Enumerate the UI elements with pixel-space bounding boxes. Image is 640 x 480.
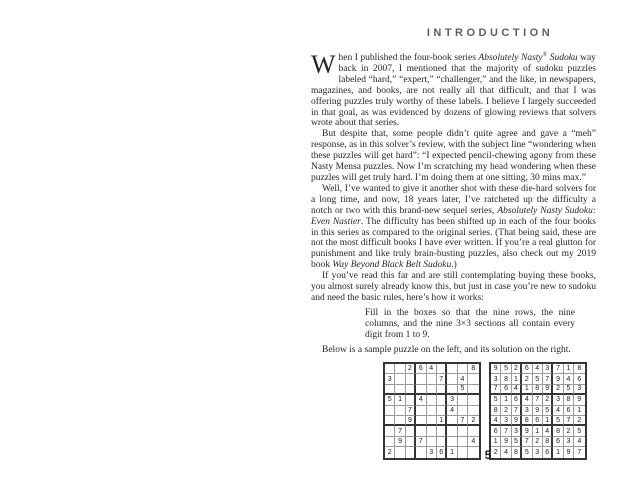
sudoku-cell: 5 bbox=[533, 374, 543, 384]
sudoku-cell: 1 bbox=[447, 447, 457, 457]
sudoku-cell: 1 bbox=[553, 447, 563, 457]
sudoku-cell: 4 bbox=[533, 364, 543, 374]
sudoku-cell bbox=[406, 437, 416, 447]
text-run: way back in 2007, I mentioned that the majority of sudoku puzzles labeled “hard,” “expert,” “challenger,” and the like, in newspapers, magazines, and books, are not really all that difficult, and that I was offering puzzles truly worthy of these labels. I believe I largely succeeded in that goal, as was evidenced by dozens of glowing reviews that solvers wrote about that series. bbox=[311, 53, 597, 129]
sudoku-cell: 2 bbox=[501, 406, 511, 416]
sudoku-cell: 2 bbox=[553, 385, 563, 395]
sudoku-cell: 9 bbox=[395, 437, 405, 447]
sudoku-cell bbox=[447, 364, 457, 374]
sudoku-cell bbox=[395, 406, 405, 416]
sudoku-cell: 6 bbox=[543, 447, 553, 457]
sudoku-cell: 4 bbox=[458, 374, 468, 384]
sudoku-cell: 8 bbox=[533, 385, 543, 395]
sudoku-cell bbox=[458, 437, 468, 447]
sudoku-cell: 5 bbox=[574, 426, 584, 436]
sudoku-cell: 6 bbox=[501, 385, 511, 395]
sudoku-cell: 4 bbox=[553, 406, 563, 416]
text-run: If you’ve read this far and are still contemplating buying these books, you almost surely already know this, but just in case you’re new to sudoku and need the basic rules, here’s how it works: bbox=[311, 271, 596, 303]
text-run: Well, I’ve wanted to give it another shot with these die-hard solvers for a long time, and now, 18 years later, I’ve ratcheted up the difficulty a notch or two with this brand-new sequel series, bbox=[311, 183, 596, 216]
chapter-title: INTRODUCTION bbox=[426, 27, 554, 39]
sudoku-cell: 2 bbox=[406, 364, 416, 374]
sudoku-cell: 4 bbox=[501, 447, 511, 457]
sudoku-cell: 1 bbox=[574, 406, 584, 416]
sudoku-cell: 7 bbox=[553, 364, 563, 374]
sudoku-cell bbox=[385, 364, 395, 374]
sudoku-cell bbox=[447, 385, 457, 395]
sudoku-cell bbox=[458, 426, 468, 436]
sudoku-cell bbox=[406, 447, 416, 457]
sudoku-cell bbox=[395, 364, 405, 374]
sudoku-cell: 2 bbox=[533, 437, 543, 447]
sudoku-cell: 5 bbox=[501, 364, 511, 374]
sudoku-cell: 8 bbox=[553, 426, 563, 436]
sudoku-cell bbox=[385, 406, 395, 416]
text-run: Absolutely Nasty Sudoku: Even Nastier bbox=[311, 205, 597, 227]
sudoku-cell bbox=[406, 374, 416, 384]
sudoku-cell bbox=[416, 374, 426, 384]
sudoku-cell bbox=[468, 385, 478, 395]
sudoku-cell bbox=[437, 385, 447, 395]
sudoku-cell: 3 bbox=[427, 447, 437, 457]
sudoku-cell: 3 bbox=[553, 395, 563, 405]
sudoku-cell: 7 bbox=[437, 374, 447, 384]
sudoku-cell bbox=[406, 385, 416, 395]
sudoku-cell: 9 bbox=[564, 447, 574, 457]
sudoku-cell: 7 bbox=[564, 416, 574, 426]
sudoku-cell bbox=[395, 385, 405, 395]
sudoku-cell: 5 bbox=[543, 406, 553, 416]
sudoku-cell bbox=[395, 416, 405, 426]
sudoku-cell: 7 bbox=[395, 426, 405, 436]
sudoku-cell: 9 bbox=[491, 364, 501, 374]
sudoku-cell bbox=[406, 395, 416, 405]
sudoku-cell bbox=[447, 416, 457, 426]
text-run: Way Beyond Black Belt Sudoku bbox=[332, 260, 452, 271]
sudoku-cell: 3 bbox=[385, 374, 395, 384]
sudoku-cell bbox=[447, 426, 457, 436]
paragraphs-container bbox=[311, 50, 597, 355]
sudoku-cell bbox=[458, 406, 468, 416]
sudoku-cell bbox=[468, 406, 478, 416]
sudoku-cell: 1 bbox=[395, 395, 405, 405]
sudoku-cell bbox=[458, 364, 468, 374]
text-run: But despite that, some people didn’t quite agree and gave a “meh” response, as in this solver’s review, with the subject line “wondering when these puzzles will get hard”: “I expected pencil-chewing agony from these Nasty Mensa puzzles. Now I’m scratching my head wondering when these puzzles will get truly hard. I’m doing them at one sitting, 30 mins max.” bbox=[311, 129, 596, 183]
sudoku-cell bbox=[406, 426, 416, 436]
sudoku-cell: 5 bbox=[564, 385, 574, 395]
sudoku-cell: 4 bbox=[491, 416, 501, 426]
sudoku-cell: 7 bbox=[406, 406, 416, 416]
sudoku-cell bbox=[427, 426, 437, 436]
sudoku-cell bbox=[447, 374, 457, 384]
text-run: . The difficulty has been shifted up in each of the four books in this series as compared to the original series. (That being said, these are not the most difficult books I have ever written. If you’re a real glutton for punishment and like truly brain-busting puzzles, also check out my 2019 book bbox=[311, 216, 596, 271]
sudoku-cell: 5 bbox=[553, 416, 563, 426]
sudoku-cell: 3 bbox=[543, 364, 553, 374]
sudoku-cell: 2 bbox=[491, 447, 501, 457]
sudoku-cell: 3 bbox=[533, 447, 543, 457]
sudoku-cell: 6 bbox=[574, 374, 584, 384]
sudoku-cell bbox=[437, 364, 447, 374]
sudoku-cell: 4 bbox=[522, 395, 532, 405]
sudoku-cell bbox=[437, 395, 447, 405]
sudoku-cell bbox=[395, 374, 405, 384]
sudoku-cell: 1 bbox=[501, 395, 511, 405]
sudoku-cell bbox=[427, 406, 437, 416]
sudoku-cell bbox=[427, 385, 437, 395]
sudoku-cell: 7 bbox=[458, 416, 468, 426]
sudoku-cell: 6 bbox=[512, 395, 522, 405]
sudoku-cell: 4 bbox=[416, 395, 426, 405]
sudoku-cell: 3 bbox=[522, 406, 532, 416]
sudoku-cell bbox=[427, 416, 437, 426]
sudoku-cell: 2 bbox=[468, 416, 478, 426]
sudoku-cell: 1 bbox=[543, 416, 553, 426]
sudoku-grids-row bbox=[383, 362, 623, 462]
sudoku-cell: 7 bbox=[577, 448, 582, 456]
sudoku-cell bbox=[385, 426, 395, 436]
paragraph bbox=[311, 271, 596, 304]
sudoku-cell: 5 bbox=[458, 385, 468, 395]
sudoku-cell bbox=[416, 385, 426, 395]
sudoku-cell: 8 bbox=[501, 374, 511, 384]
sudoku-cell: 2 bbox=[512, 364, 522, 374]
sudoku-cell: 2 bbox=[574, 416, 584, 426]
sudoku-cell bbox=[468, 426, 478, 436]
sudoku-cell: 5 bbox=[512, 437, 522, 447]
drop-cap: W bbox=[311, 50, 336, 79]
sudoku-cell: 3 bbox=[512, 426, 522, 436]
sudoku-cell bbox=[427, 437, 437, 447]
sudoku-cell: 7 bbox=[512, 406, 522, 416]
sudoku-cell: 6 bbox=[437, 447, 447, 457]
sudoku-cell: 6 bbox=[522, 364, 532, 374]
sudoku-cell: 9 bbox=[553, 374, 563, 384]
sudoku-cell bbox=[447, 437, 457, 447]
sudoku-cell: 7 bbox=[416, 437, 426, 447]
sudoku-cell: 1 bbox=[564, 364, 574, 374]
sudoku-cell: 4 bbox=[468, 437, 478, 447]
sudoku-cell: 6 bbox=[564, 406, 574, 416]
sudoku-cell: 4 bbox=[427, 364, 437, 374]
sudoku-cell: 2 bbox=[522, 374, 532, 384]
sudoku-solution-grid bbox=[489, 362, 587, 460]
sudoku-cell: 7 bbox=[491, 385, 501, 395]
sudoku-cell: 4 bbox=[447, 406, 457, 416]
sudoku-cell: 4 bbox=[512, 385, 522, 395]
sudoku-cell bbox=[437, 406, 447, 416]
sudoku-cell bbox=[416, 447, 426, 457]
text-run: .) bbox=[451, 260, 457, 271]
sudoku-cell: 8 bbox=[543, 437, 553, 447]
sudoku-cell: 3 bbox=[574, 385, 584, 395]
sudoku-cell: 2 bbox=[543, 395, 553, 405]
paragraph bbox=[311, 345, 596, 356]
page-number: 5 bbox=[484, 450, 492, 462]
sudoku-cell bbox=[385, 437, 395, 447]
sudoku-cell: 7 bbox=[522, 437, 532, 447]
sudoku-cell: 7 bbox=[501, 426, 511, 436]
sudoku-cell: 5 bbox=[385, 395, 395, 405]
sudoku-cell: 9 bbox=[543, 385, 553, 395]
sudoku-cell: 2 bbox=[564, 426, 574, 436]
sudoku-cell: 6 bbox=[416, 364, 426, 374]
sudoku-cell: 2 bbox=[385, 447, 395, 457]
sudoku-cell: 8 bbox=[468, 364, 478, 374]
sudoku-cell: 9 bbox=[533, 406, 543, 416]
paragraph bbox=[311, 184, 596, 271]
sudoku-cell: 3 bbox=[491, 374, 501, 384]
sudoku-cell: 4 bbox=[564, 374, 574, 384]
sudoku-cell: 8 bbox=[491, 406, 501, 416]
sudoku-cell: 4 bbox=[543, 426, 553, 436]
sudoku-cell bbox=[427, 395, 437, 405]
sudoku-cell: 8 bbox=[574, 364, 584, 374]
sudoku-cell: 1 bbox=[491, 437, 501, 447]
text-run: Fill in the boxes so that the nine rows, the nine columns, and the nine 3×3 sections all contain every digit from 1 to 9. bbox=[365, 307, 575, 340]
sudoku-cell: 9 bbox=[501, 437, 511, 447]
text-run: hen I published the four-book series bbox=[338, 53, 479, 63]
sudoku-cell: 1 bbox=[512, 374, 522, 384]
sudoku-cell bbox=[395, 447, 405, 457]
sudoku-cell: 6 bbox=[553, 437, 563, 447]
sudoku-cell bbox=[458, 395, 468, 405]
sudoku-cell: 7 bbox=[533, 395, 543, 405]
sudoku-cell bbox=[468, 395, 478, 405]
sudoku-cell: 9 bbox=[512, 416, 522, 426]
sudoku-cell: 1 bbox=[533, 426, 543, 436]
sudoku-cell: 3 bbox=[447, 395, 457, 405]
sudoku-puzzle-grid bbox=[383, 362, 481, 460]
text-run: Below is a sample puzzle on the left, and its solution on the right. bbox=[322, 344, 571, 355]
sudoku-cell: 3 bbox=[501, 416, 511, 426]
sudoku-cell: 7 bbox=[543, 374, 553, 384]
text-run: Sudoku bbox=[547, 53, 578, 63]
sudoku-cell: 1 bbox=[522, 385, 532, 395]
paragraph bbox=[311, 50, 597, 129]
sudoku-cell: 9 bbox=[574, 395, 584, 405]
sudoku-cell: 8 bbox=[564, 395, 574, 405]
body-text-column bbox=[311, 50, 597, 355]
rules-callout bbox=[365, 308, 575, 341]
sudoku-cell bbox=[385, 416, 395, 426]
right-page bbox=[300, 0, 640, 480]
sudoku-cell bbox=[437, 426, 447, 436]
sudoku-cell: 9 bbox=[406, 416, 416, 426]
sudoku-cell: 6 bbox=[533, 416, 543, 426]
paragraph bbox=[311, 129, 596, 184]
sudoku-cell bbox=[416, 416, 426, 426]
sudoku-cell bbox=[468, 374, 478, 384]
sudoku-cell bbox=[385, 385, 395, 395]
text-run: ® bbox=[542, 51, 548, 58]
sudoku-cell: 3 bbox=[564, 437, 574, 447]
sudoku-cell: 6 bbox=[491, 426, 501, 436]
sudoku-cell: 9 bbox=[522, 426, 532, 436]
sudoku-cell bbox=[437, 437, 447, 447]
left-page-blank bbox=[0, 0, 300, 480]
sudoku-cell bbox=[416, 426, 426, 436]
sudoku-cell bbox=[416, 406, 426, 416]
sudoku-cell bbox=[427, 374, 437, 384]
sudoku-cell: 4 bbox=[574, 437, 584, 447]
text-run: Absolutely Nasty bbox=[478, 53, 543, 63]
sudoku-cell: 8 bbox=[522, 416, 532, 426]
sudoku-cell: 1 bbox=[437, 416, 447, 426]
sudoku-cell: 5 bbox=[491, 395, 501, 405]
sudoku-cell: 5 bbox=[522, 447, 532, 457]
sudoku-cell: 8 bbox=[512, 447, 522, 457]
